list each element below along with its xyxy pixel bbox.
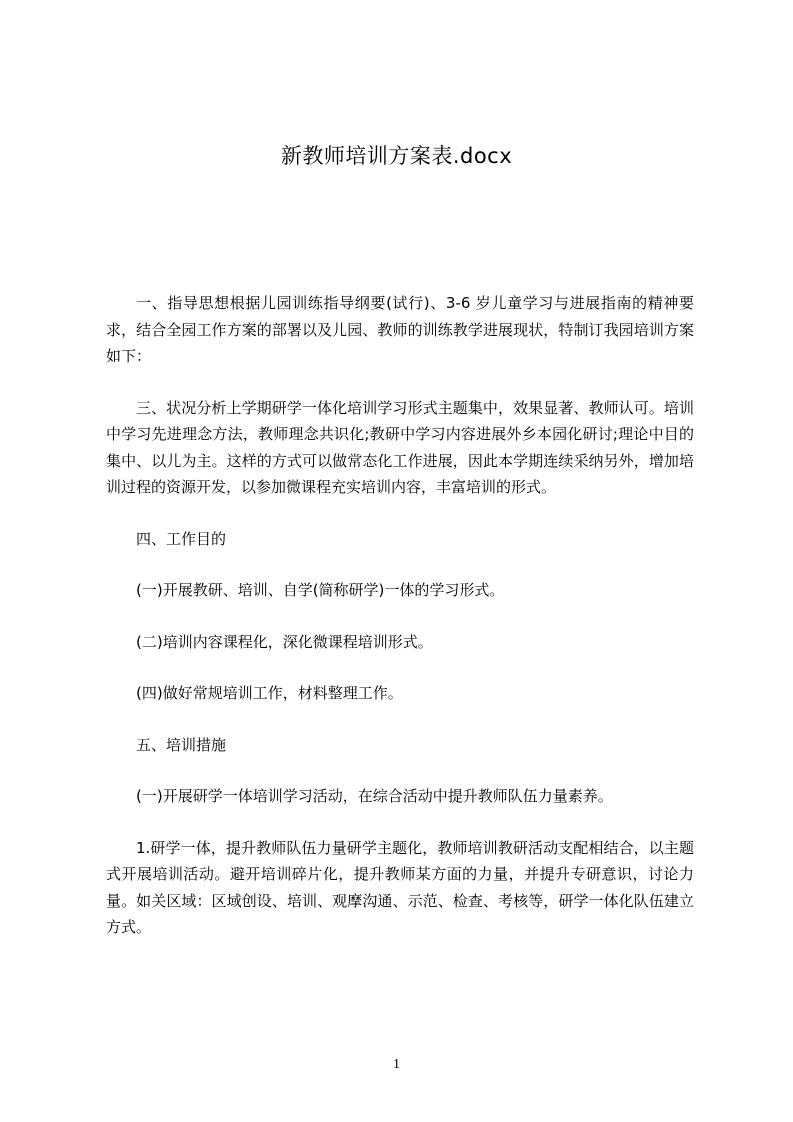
goal-item-4: (四)做好常规培训工作，材料整理工作。 <box>136 684 403 702</box>
paragraph-situation-analysis: 三、状况分析上学期研学一体化培训学习形式主题集中，效果显著、教师认可。培训中学习先进理念方法，教师理念共识化;教研中学习内容进展外乡本园化研讨;理论中目的集中、以儿为主。这样的方式可以做常态化工作进展，因此本学期连续采纳另外，增加培训过程的资源开发，以参加微课程充实培训内容，丰富培训的形式。 <box>106 398 694 496</box>
heading-work-goals: 四、工作目的 <box>136 529 227 548</box>
paragraph-spacer <box>106 552 694 577</box>
heading-training-measures: 五、培训措施 <box>136 735 227 754</box>
paragraph-spacer <box>106 370 694 395</box>
goal-item-1: (一)开展教研、培训、自学(简称研学)一体的学习形式。 <box>136 581 505 599</box>
measure-item-1: (一)开展研学一体培训学习活动，在综合活动中提升教师队伍力量素养。 <box>136 787 613 805</box>
paragraph-spacer <box>106 604 694 629</box>
measure-detail-1: 1.研学一体，提升教师队伍力量研学主题化，教师培训教研活动支配相结合，以主题式开展培训活动。避开培训碎片化，提升教师某方面的力量，并提升专研意识，讨论力量。如关区域：区域创设、培训、观摩沟通、示范、检查、考核等，研学一体化队伍建立方式。 <box>106 838 694 936</box>
paragraph-spacer <box>106 758 694 783</box>
document-title: 新教师培训方案表.docx <box>280 144 513 168</box>
goal-item-2: (二)培训内容课程化，深化微课程培训形式。 <box>136 632 433 651</box>
page-number: 1 <box>393 1057 400 1072</box>
document-body <box>106 290 694 941</box>
paragraph-spacer <box>106 655 694 680</box>
paragraph-spacer <box>106 810 694 835</box>
paragraph-spacer <box>106 501 694 526</box>
paragraph-spacer <box>106 707 694 732</box>
paragraph-guiding-ideology: 一、指导思想根据儿园训练指导纲要(试行)、3-6 岁儿童学习与进展指南的精神要求，结合全园工作方案的部署以及儿园、教师的训练教学进展现状，特制订我园培训方案如下： <box>106 294 694 365</box>
